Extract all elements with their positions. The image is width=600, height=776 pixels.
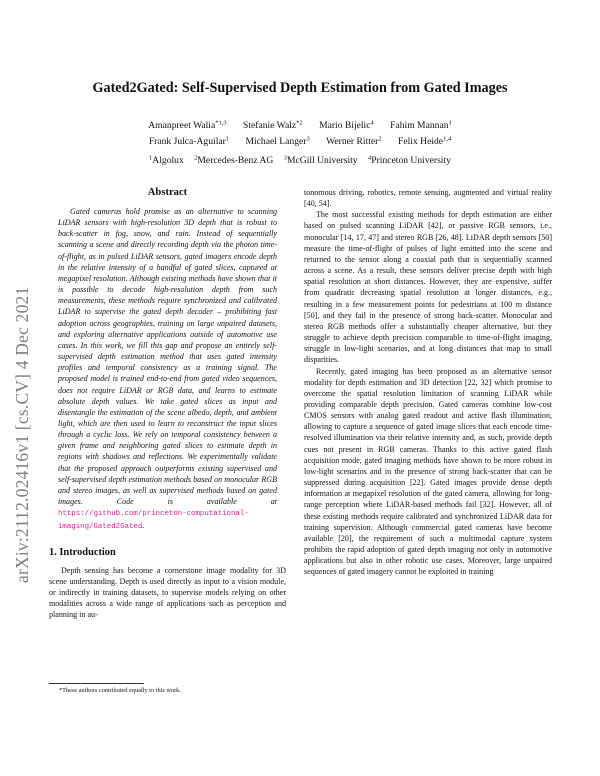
author-row bbox=[60, 134, 540, 150]
author-row bbox=[60, 118, 540, 134]
paper-title: Gated2Gated: Self-Supervised Depth Estimation from Gated Images bbox=[92, 80, 508, 96]
author-list bbox=[60, 118, 540, 149]
abstract-text: Gated cameras hold promise as an alternative to scanning LiDAR sensors with high-resolution 3D depth that is robust to back-scatter in fog, snow, and rain. Instead of sequentially scanning a scene and directly recording depth via the photon time-of-flight, as in pulsed LiDAR sensors, gated imagers encode depth in the relative intensity of a handful of gated slices, captured at megapixel resolution. Although existing methods have shown that it is possible to decode high-resolution depth from such measurements, these methods require synchronized and calibrated LiDAR to supervise the gated depth decoder – prohibiting fast adoption across geographies, training on large unpaired datasets, and exploring alternative applications outside of automotive use cases. In this work, we fill this gap and propose an entirely self-supervised depth estimation method that uses gated intensity profiles and temporal consistency as a training signal. The proposed model is trained end-to-end from gated video sequences, does not require LiDAR or RGB data, and learns to estimate absolute depth values. We take gated slices as input and disentangle the estimation of the scene albedo, depth, and ambient light, which are then used to learn to reconstruct the input slices through a cyclic loss. We rely on temporal consistency between a given frame and neighboring gated slices to estimate depth in regions with shadows and reflections. We experimentally validate that the proposed approach outperforms existing supervised and self-supervised depth estimation methods based on monocular RGB and stereo images, as well as supervised methods based on gated images. Code is available at https://github.com/princeton-computational-imaging/Gated2Gated. bbox=[58, 207, 277, 532]
arxiv-stamp bbox=[2, 215, 42, 585]
affiliation: $^4$Princeton University bbox=[368, 154, 451, 166]
author: Felix Heide$^{1,4}$ bbox=[398, 135, 452, 147]
author: Amanpreet Walia$^{*1,3}$ bbox=[148, 119, 227, 131]
arxiv-id: arXiv:2112.02416v1 [cs.CV] 4 Dec 2021 bbox=[12, 286, 32, 583]
body-paragraph: The most successful existing methods for depth estimation are either based on pulsed scanning LiDAR [42], or passive RGB sensors, i.e., monocular [14, 17, 47] and stereo RGB [26, 48]. LiDAR depth sensors [50] measure the time-of-flight of pulses of light emitted into the scene and returned to the sensor along a coaxial path that is sequentially scanned across a scene. As a result, these sensors deliver precise depth with high spatial resolution at short distances. However, they are expensive, suffer from quadratic decreasing spatial resolution at longer distances, e.g., resulting in a few measurement points for pedestrians at 100 m distance [50], and they fail in the presence of strong back-scatter. Monocular and stereo RGB methods offer a substantially cheaper alternative, but they struggle to achieve depth precision comparable to time-of-flight imaging, struggle in low-light scenarios, and at long distances that map to small disparities. bbox=[304, 210, 552, 365]
author: Werner Ritter$^2$ bbox=[326, 135, 382, 147]
author: Stefanie Walz$^{*2}$ bbox=[243, 119, 303, 131]
body-paragraph: tonomous driving, robotics, remote sensing, augmented and virtual reality [40, 54]. bbox=[304, 188, 552, 209]
abstract-heading: Abstract bbox=[147, 187, 188, 198]
author: Michael Langer$^3$ bbox=[245, 135, 310, 147]
section-heading-introduction: 1. Introduction bbox=[49, 546, 116, 558]
intro-paragraph: Depth sensing has become a cornerstone image modality for 3D scene understanding. Depth is used directly as input to a vision module, or indirectly in training datasets, to supervise models relying on other modalities across a wide range of applications such as perception and planning in au- bbox=[49, 565, 286, 620]
footnote bbox=[49, 683, 286, 694]
affiliation-list bbox=[60, 155, 540, 166]
author: Fahim Mannan$^1$ bbox=[390, 119, 452, 131]
affiliation: $^3$McGill University bbox=[283, 154, 358, 166]
body-paragraph: Recently, gated imaging has been proposed as an alternative sensor modality for depth estimation and 3D detection [22, 32] which promise to overcome the spatial resolution limitation of scanning LiDAR while providing comparable depth precision. Gated cameras combine low-cost CMOS sensors with analog gated readout and active flash illumination, allowing to capture a sequence of gated image slices that each encode time-resolved illumination via their relative intensity and, as such, provide depth cues not present in RGB cameras. Thanks to this active gated flash acquisition mode, gated imaging methods have shown to be more robust in low-light scenarios and in the presence of strong back-scatter that can be suppressed during acquisition [22]. Gated images provide dense depth information at megapixel resolution of the gated camera, allowing for long-range perception where LiDAR-based methods fail [32]. However, all of these existing methods require calibrated and synchronized LiDAR data for training supervision. Although commercial gated cameras have become available [20], the requirement of such a multimodal capture system prohibits the rapid adoption of gated depth imaging not only in automotive applications but also in other robotic use cases. Moreover, large unpaired sequences of gated imagery cannot be exploited in training bbox=[304, 366, 552, 577]
right-column bbox=[304, 187, 552, 577]
left-column bbox=[49, 187, 286, 620]
footnote-text: *These authors contributed equally to this work. bbox=[59, 687, 181, 694]
author: Frank Julca-Aguilar$^1$ bbox=[148, 135, 230, 147]
footnote-rule bbox=[49, 683, 144, 684]
author: Mario Bijelic$^4$ bbox=[319, 119, 374, 131]
affiliation: $^2$Mercedes-Benz AG bbox=[194, 154, 274, 166]
code-link[interactable]: https://github.com/princeton-computational-imaging/Gated2Gated bbox=[58, 510, 249, 532]
affiliation: $^1$Algolux bbox=[149, 154, 184, 166]
